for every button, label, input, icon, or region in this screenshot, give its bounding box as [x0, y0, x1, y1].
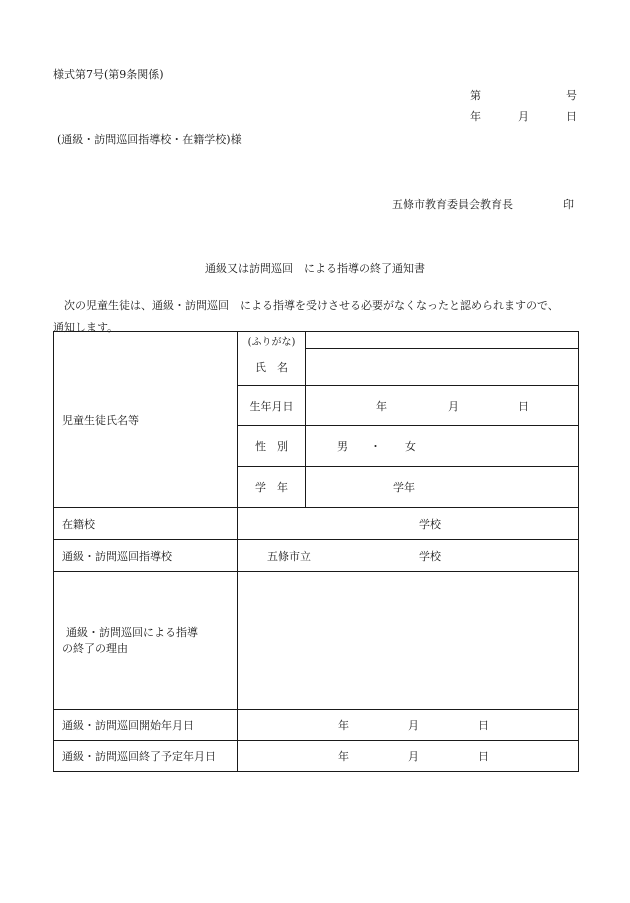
- guidance-school-prefix: 五條市立: [267, 549, 311, 563]
- sex-field[interactable]: [306, 426, 579, 467]
- notice-table: [53, 331, 579, 772]
- number-prefix: 第: [470, 89, 481, 102]
- end-year: 年: [338, 750, 349, 763]
- end-month: 月: [408, 750, 419, 763]
- dob-field[interactable]: [306, 386, 579, 426]
- sex-male: 男: [337, 440, 348, 453]
- end-date-field[interactable]: [238, 741, 579, 772]
- reason-field[interactable]: [238, 572, 579, 710]
- date-month: 月: [518, 110, 529, 123]
- reason-label-line-2: の終了の理由: [62, 641, 128, 655]
- guidance-school-label: 通級・訪問巡回指導校: [54, 540, 238, 572]
- grade-field[interactable]: [306, 467, 579, 508]
- name-field[interactable]: [306, 349, 579, 386]
- grade-value: 学年: [393, 481, 415, 494]
- end-date-label: 通級・訪問巡回終了予定年月日: [54, 741, 238, 772]
- sex-label: 性 別: [238, 426, 306, 467]
- start-year: 年: [338, 719, 349, 732]
- reason-label-line-1: 通級・訪問巡回による指導: [66, 625, 198, 639]
- dob-month: 月: [448, 399, 459, 413]
- document-title: 通級又は訪問巡回 による指導の終了通知書: [205, 262, 425, 275]
- furigana-label: (ふりがな): [238, 332, 306, 349]
- sex-separator: ・: [370, 440, 381, 453]
- start-month: 月: [408, 719, 419, 732]
- sex-female: 女: [405, 440, 416, 453]
- name-label: 氏 名: [238, 349, 306, 386]
- enrolled-school-field[interactable]: [238, 508, 579, 540]
- dob-day: 日: [518, 399, 529, 413]
- reason-label: [54, 572, 238, 710]
- guidance-school-suffix: 学校: [419, 549, 441, 563]
- furigana-field[interactable]: [306, 332, 579, 349]
- date-year: 年: [470, 110, 481, 123]
- start-date-field[interactable]: [238, 710, 579, 741]
- form-number: 様式第7号(第9条関係): [53, 68, 164, 81]
- guidance-school-field[interactable]: [238, 540, 579, 572]
- number-suffix: 号: [566, 89, 577, 102]
- enrolled-school-label: 在籍校: [54, 508, 238, 540]
- body-line-1: 次の児童生徒は、通級・訪問巡回 による指導を受けさせる必要がなくなったと認められますので、: [64, 299, 559, 312]
- dob-label: 生年月日: [238, 386, 306, 426]
- sender: 五條市教育委員会教育長: [392, 198, 513, 211]
- enrolled-school-suffix: 学校: [419, 517, 441, 531]
- start-date-label: 通級・訪問巡回開始年月日: [54, 710, 238, 741]
- start-day: 日: [478, 719, 489, 732]
- dob-year: 年: [376, 399, 387, 413]
- body-line-2: 通知します。: [53, 321, 119, 334]
- end-day: 日: [478, 750, 489, 763]
- seal-mark: 印: [563, 198, 574, 211]
- date-day: 日: [566, 110, 577, 123]
- student-info-label: 児童生徒氏名等: [54, 332, 238, 508]
- addressee: (通級・訪問巡回指導校・在籍学校)様: [57, 133, 242, 146]
- grade-label: 学 年: [238, 467, 306, 508]
